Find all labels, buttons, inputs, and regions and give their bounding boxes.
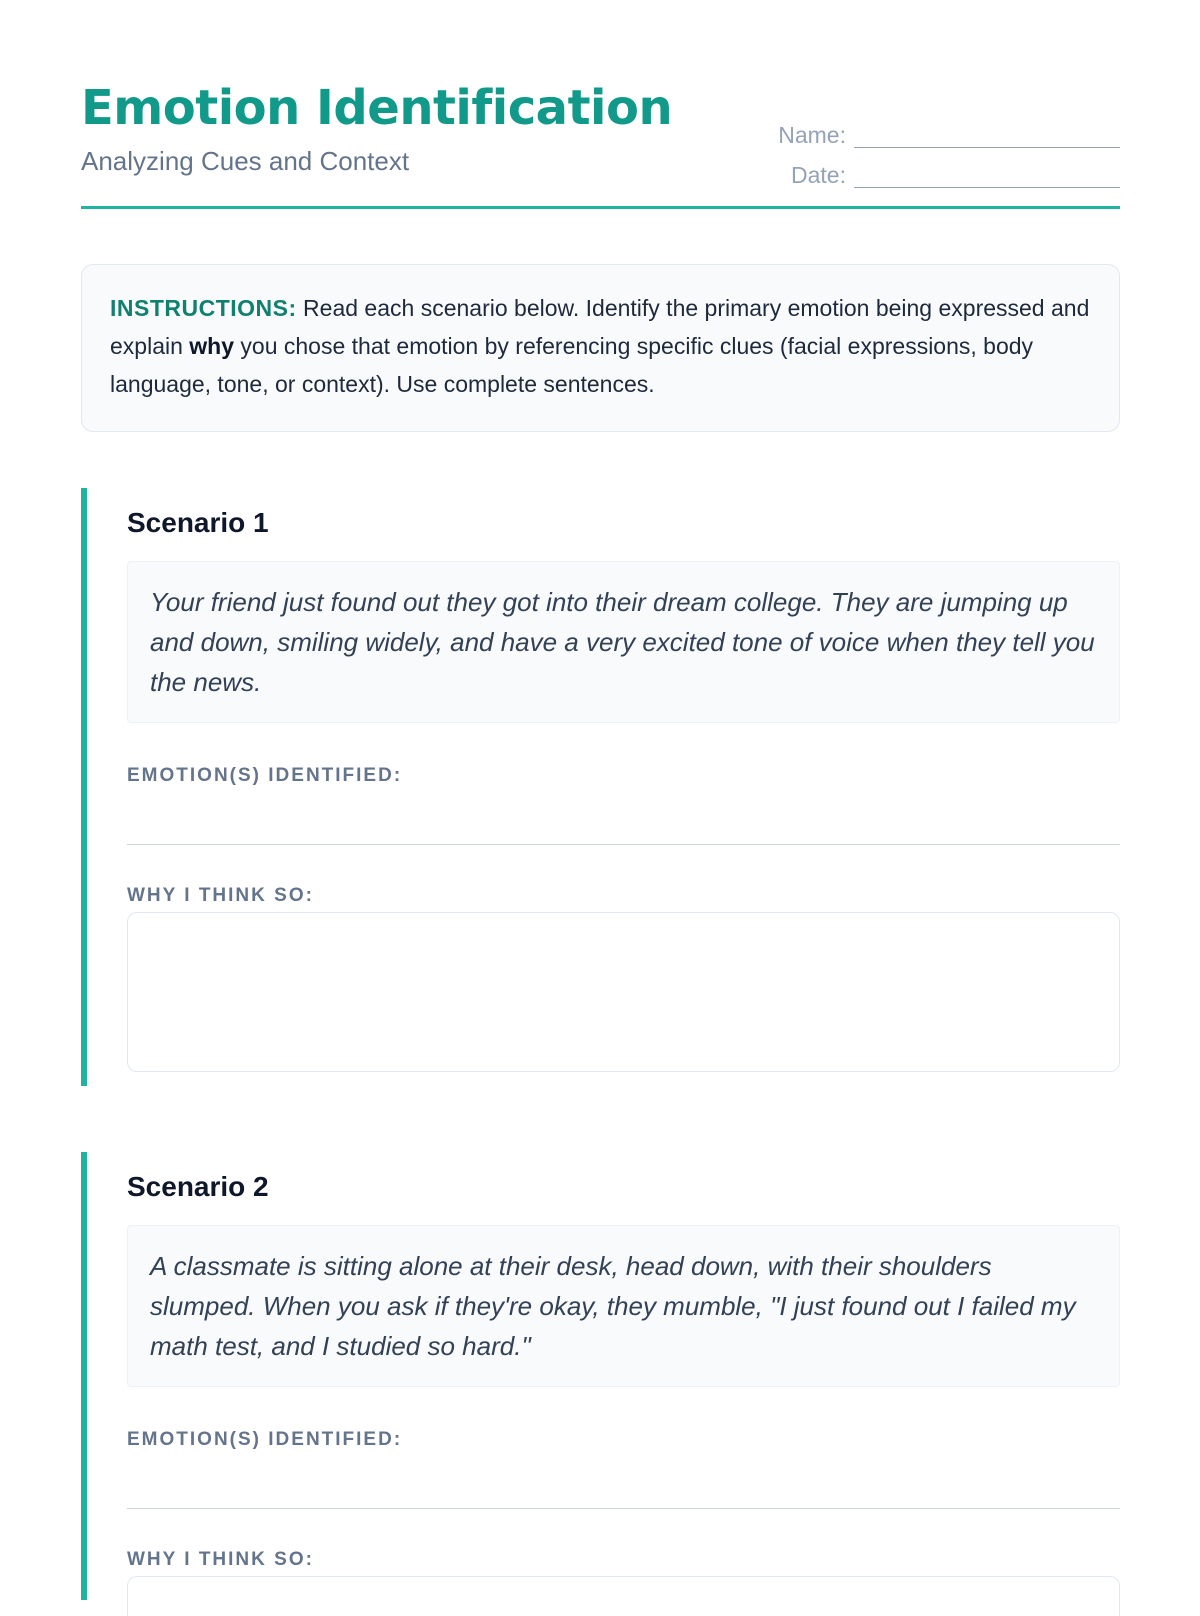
name-input-line[interactable]: [854, 127, 1120, 148]
instructions-text-before: Read each scenario below. Identify the primary emotion being expressed and explain: [110, 295, 1090, 359]
page-subtitle: Analyzing Cues and Context: [81, 146, 410, 176]
emotion-answer-line[interactable]: [127, 1508, 1120, 1509]
scenario-2: [81, 1152, 1120, 1600]
scenario-1: [81, 488, 1120, 1086]
worksheet-header: [81, 78, 1120, 210]
scenario-description: Your friend just found out they got into their dream college. They are jumping up and down, smiling widely, and have a very excited tone of voice when they tell you the news.: [127, 561, 1120, 723]
name-label: Name:: [778, 122, 846, 148]
emotion-identified-label: EMOTION(S) IDENTIFIED:: [127, 765, 403, 786]
instructions-text-after: you chose that emotion by referencing specific clues (facial expressions, body language, tone, or context). Use complete sentences.: [110, 333, 1034, 397]
why-label: WHY I THINK SO:: [127, 885, 314, 906]
name-field: [760, 108, 1120, 148]
emotion-identified-label: EMOTION(S) IDENTIFIED:: [127, 1429, 403, 1450]
scenario-title: Scenario 2: [127, 1171, 269, 1202]
date-input-line[interactable]: [854, 167, 1120, 188]
header-divider: [81, 206, 1120, 209]
date-label: Date:: [791, 162, 846, 188]
instructions-label: INSTRUCTIONS:: [110, 295, 297, 321]
emotion-answer-line[interactable]: [127, 844, 1120, 845]
instructions-emphasis: why: [189, 333, 235, 359]
page-title: Emotion Identification: [81, 80, 673, 136]
why-label: WHY I THINK SO:: [127, 1549, 314, 1570]
name-date-fields: [760, 108, 1120, 188]
why-answer-box[interactable]: [127, 1576, 1120, 1616]
why-answer-box[interactable]: [127, 912, 1120, 1072]
scenario-description: A classmate is sitting alone at their desk, head down, with their shoulders slumped. When you ask if they're okay, they mumble, "I just found out I failed my math test, and I studied so hard.": [127, 1225, 1120, 1387]
scenario-title: Scenario 1: [127, 507, 269, 538]
date-field: [760, 148, 1120, 188]
instructions-box: [81, 264, 1120, 432]
